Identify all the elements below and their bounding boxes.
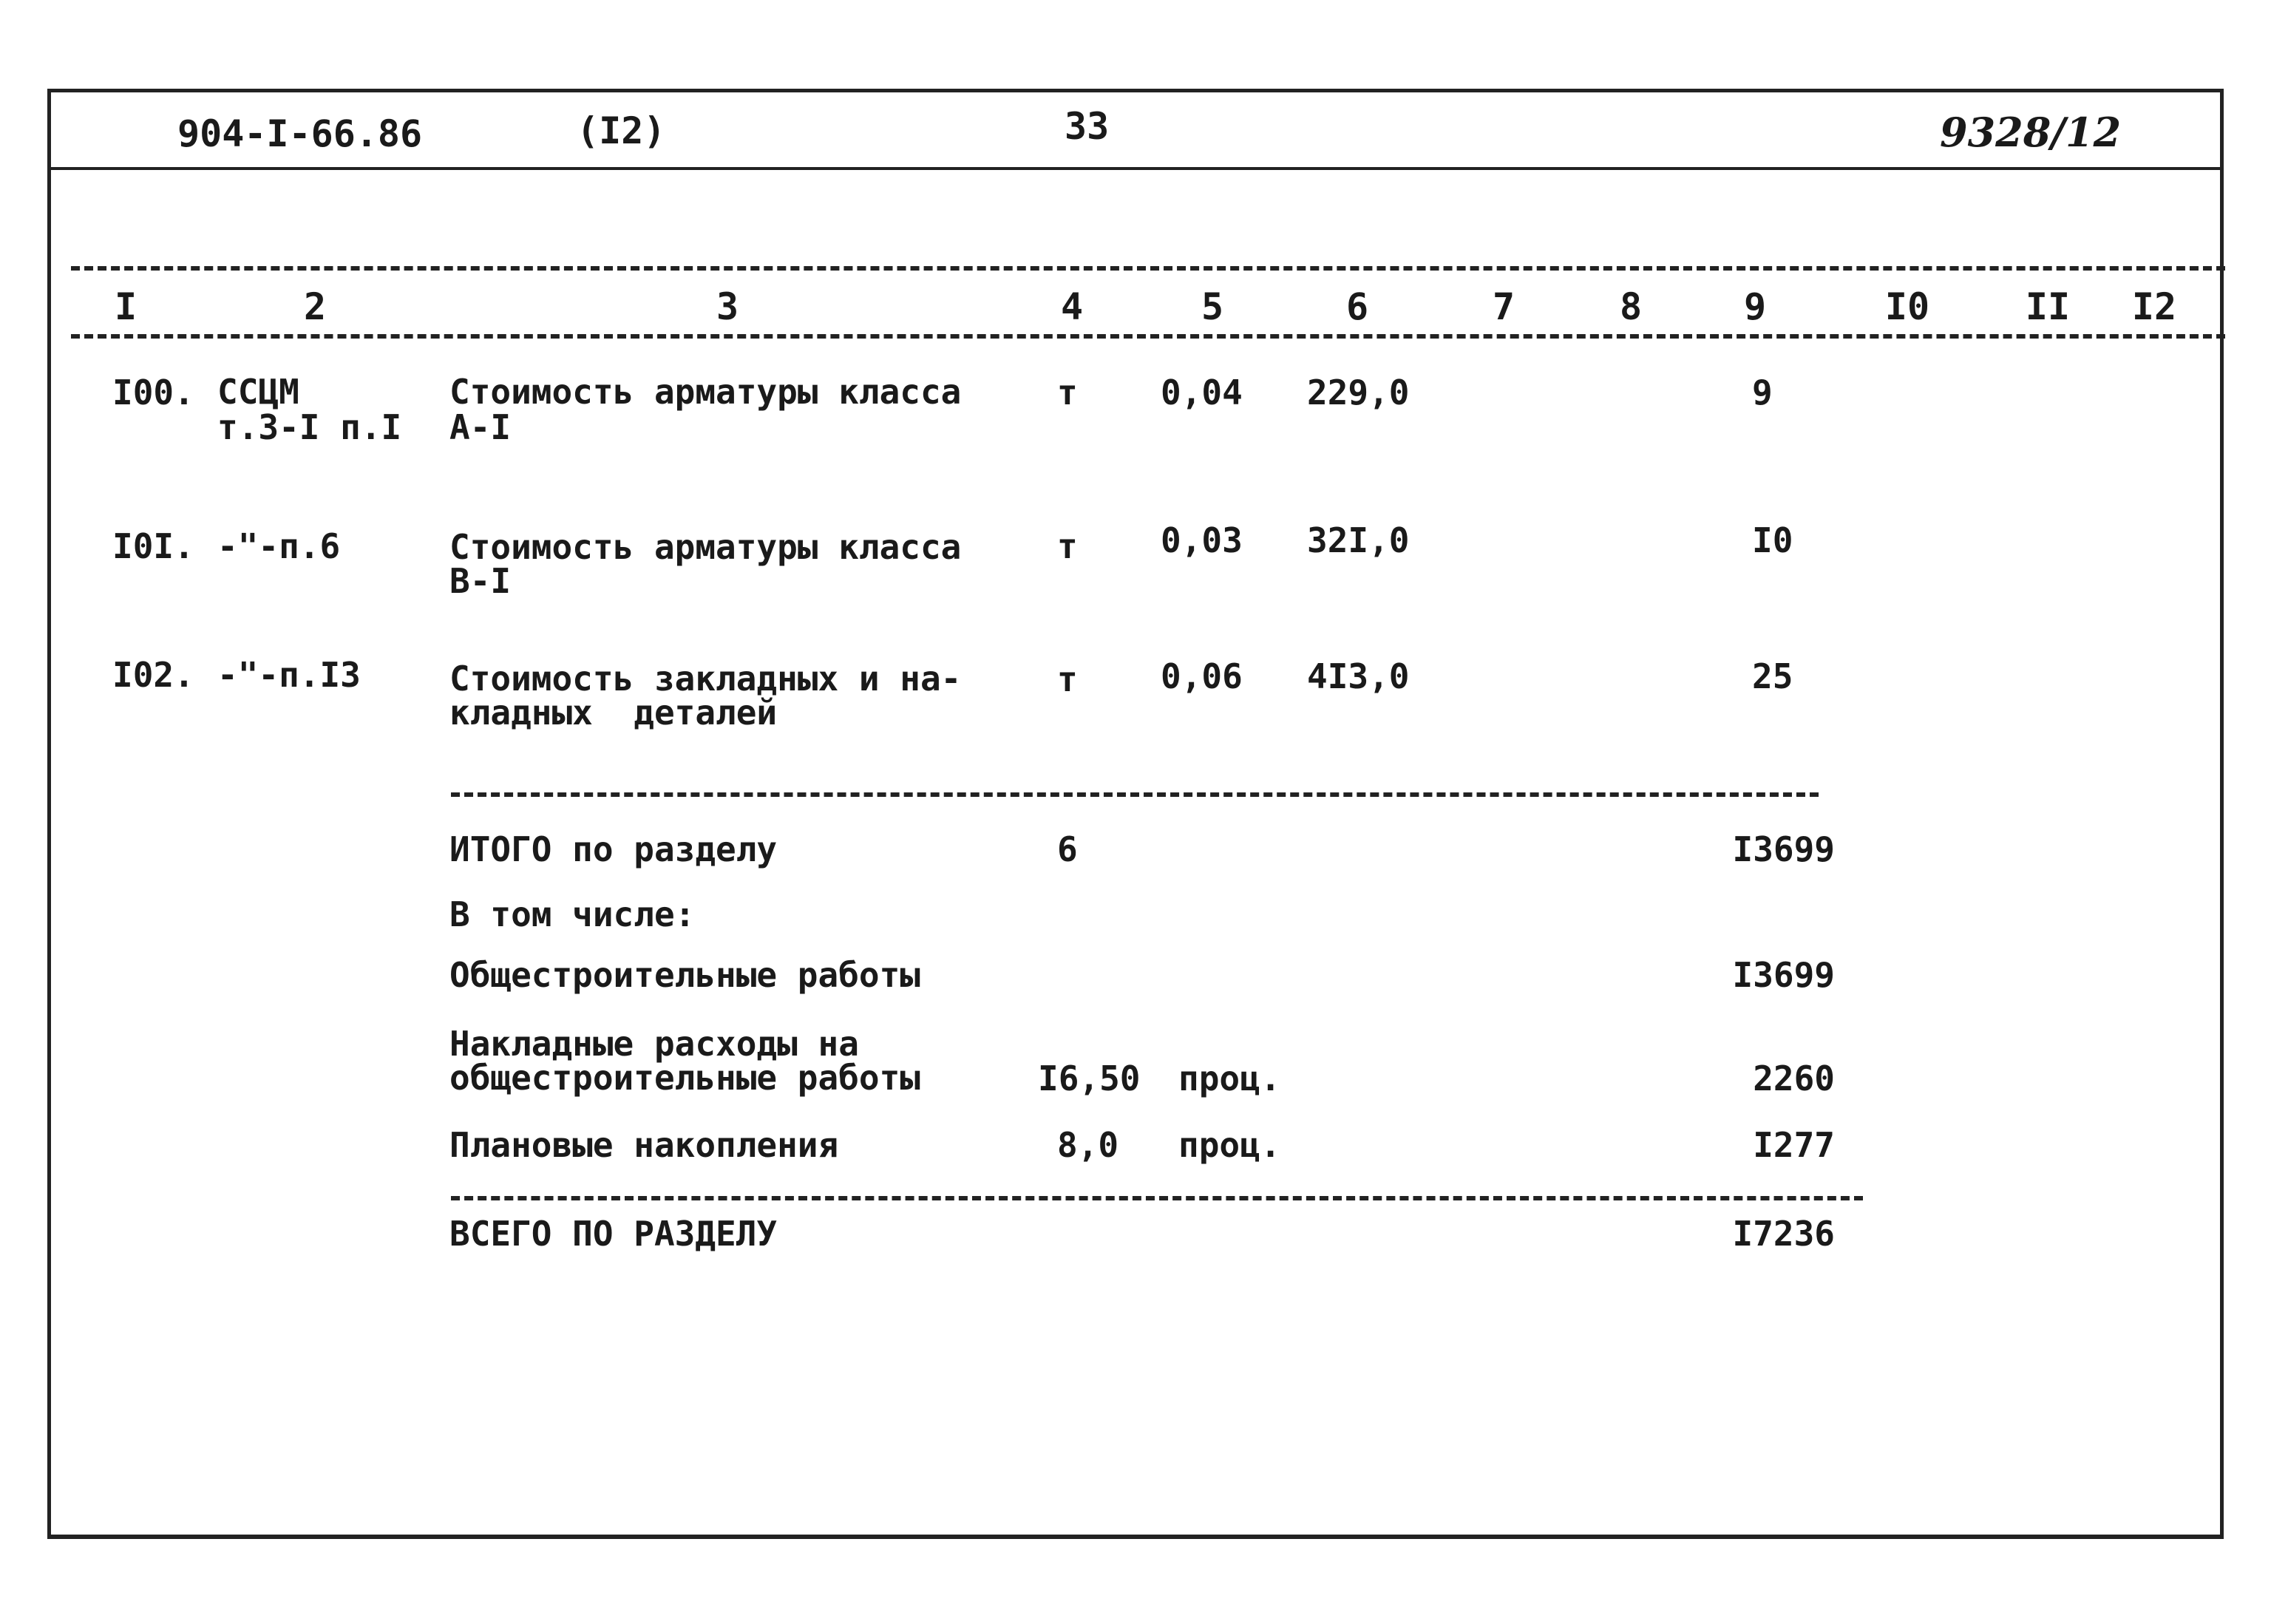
col-2-number: 2 bbox=[303, 285, 327, 328]
planovye-unit: проц. bbox=[1178, 1125, 1281, 1165]
row-quantity: 0,06 bbox=[1161, 656, 1243, 696]
row-description: Стоимость арматуры класса bbox=[449, 372, 962, 412]
itogo-col4-value: 6 bbox=[1057, 829, 1078, 869]
row-description: В-I bbox=[449, 561, 512, 601]
obshchestr-label: Общестроительные работы bbox=[449, 955, 920, 995]
nakladnye-label: Накладные расходы на bbox=[449, 1024, 859, 1064]
summary-top-rule bbox=[451, 792, 1819, 797]
planovye-rate: 8,0 bbox=[1057, 1125, 1119, 1165]
planovye-label: Плановые накопления bbox=[449, 1125, 839, 1165]
v-tom-chisle-label: В том числе: bbox=[449, 894, 696, 934]
col-1-number: I bbox=[114, 285, 138, 328]
itogo-label: ИТОГО по разделу bbox=[449, 829, 778, 869]
planovye-total: I277 bbox=[1753, 1125, 1835, 1165]
column-header-top-rule bbox=[71, 266, 2225, 271]
nakladnye-total: 2260 bbox=[1753, 1059, 1835, 1098]
row-unit: т bbox=[1057, 526, 1078, 566]
row-description: Стоимость закладных и на- bbox=[449, 659, 962, 699]
col-9-number: 9 bbox=[1743, 285, 1767, 328]
row-unit: т bbox=[1057, 659, 1078, 699]
row-price: 32I,0 bbox=[1307, 520, 1410, 560]
header-rule bbox=[51, 167, 2220, 170]
col-7-number: 7 bbox=[1492, 285, 1515, 328]
row-quantity: 0,04 bbox=[1161, 373, 1243, 412]
col-4-number: 4 bbox=[1060, 285, 1084, 328]
itogo-total: I3699 bbox=[1732, 829, 1835, 869]
vsego-label: ВСЕГО ПО РАЗДЕЛУ bbox=[449, 1214, 778, 1254]
col-5-number: 5 bbox=[1201, 285, 1224, 328]
row-unit: т bbox=[1057, 373, 1078, 412]
nakladnye-label-cont: общестроительные работы bbox=[449, 1058, 920, 1098]
nakladnye-unit: проц. bbox=[1178, 1059, 1281, 1098]
row-quantity: 0,03 bbox=[1161, 520, 1243, 560]
row-ref: т.3-I п.I bbox=[217, 407, 402, 447]
col-3-number: 3 bbox=[716, 285, 739, 328]
row-total: 25 bbox=[1752, 656, 1793, 696]
row-total: I0 bbox=[1752, 520, 1793, 560]
nakladnye-rate: I6,50 bbox=[1038, 1059, 1141, 1098]
row-description: Стоимость арматуры класса bbox=[449, 527, 962, 567]
inventory-number: 9328/12 bbox=[1940, 109, 2122, 156]
row-price: 4I3,0 bbox=[1307, 656, 1410, 696]
column-header-bottom-rule bbox=[71, 334, 2225, 339]
row-description: А-I bbox=[449, 407, 512, 447]
part-number: (I2) bbox=[577, 109, 666, 152]
row-price: 229,0 bbox=[1307, 373, 1410, 412]
row-number: I00. bbox=[112, 373, 194, 412]
col-6-number: 6 bbox=[1345, 285, 1369, 328]
summary-bottom-rule bbox=[451, 1196, 1863, 1200]
row-ref: -"-п.I3 bbox=[217, 655, 361, 695]
vsego-total: I7236 bbox=[1732, 1214, 1835, 1254]
col-8-number: 8 bbox=[1619, 285, 1643, 328]
row-number: I02. bbox=[112, 655, 194, 695]
doc-code: 904-I-66.86 bbox=[177, 112, 423, 155]
row-ref: -"-п.6 bbox=[217, 526, 341, 566]
col-10-number: I0 bbox=[1884, 285, 1930, 328]
col-11-number: II bbox=[2025, 285, 2071, 328]
row-description: кладных деталей bbox=[449, 693, 778, 733]
row-ref: ССЦМ bbox=[217, 372, 299, 412]
row-number: I0I. bbox=[112, 526, 194, 566]
col-12-number: I2 bbox=[2131, 285, 2177, 328]
row-total: 9 bbox=[1752, 373, 1773, 412]
obshchestr-total: I3699 bbox=[1732, 955, 1835, 995]
page-number: 33 bbox=[1065, 105, 1110, 148]
